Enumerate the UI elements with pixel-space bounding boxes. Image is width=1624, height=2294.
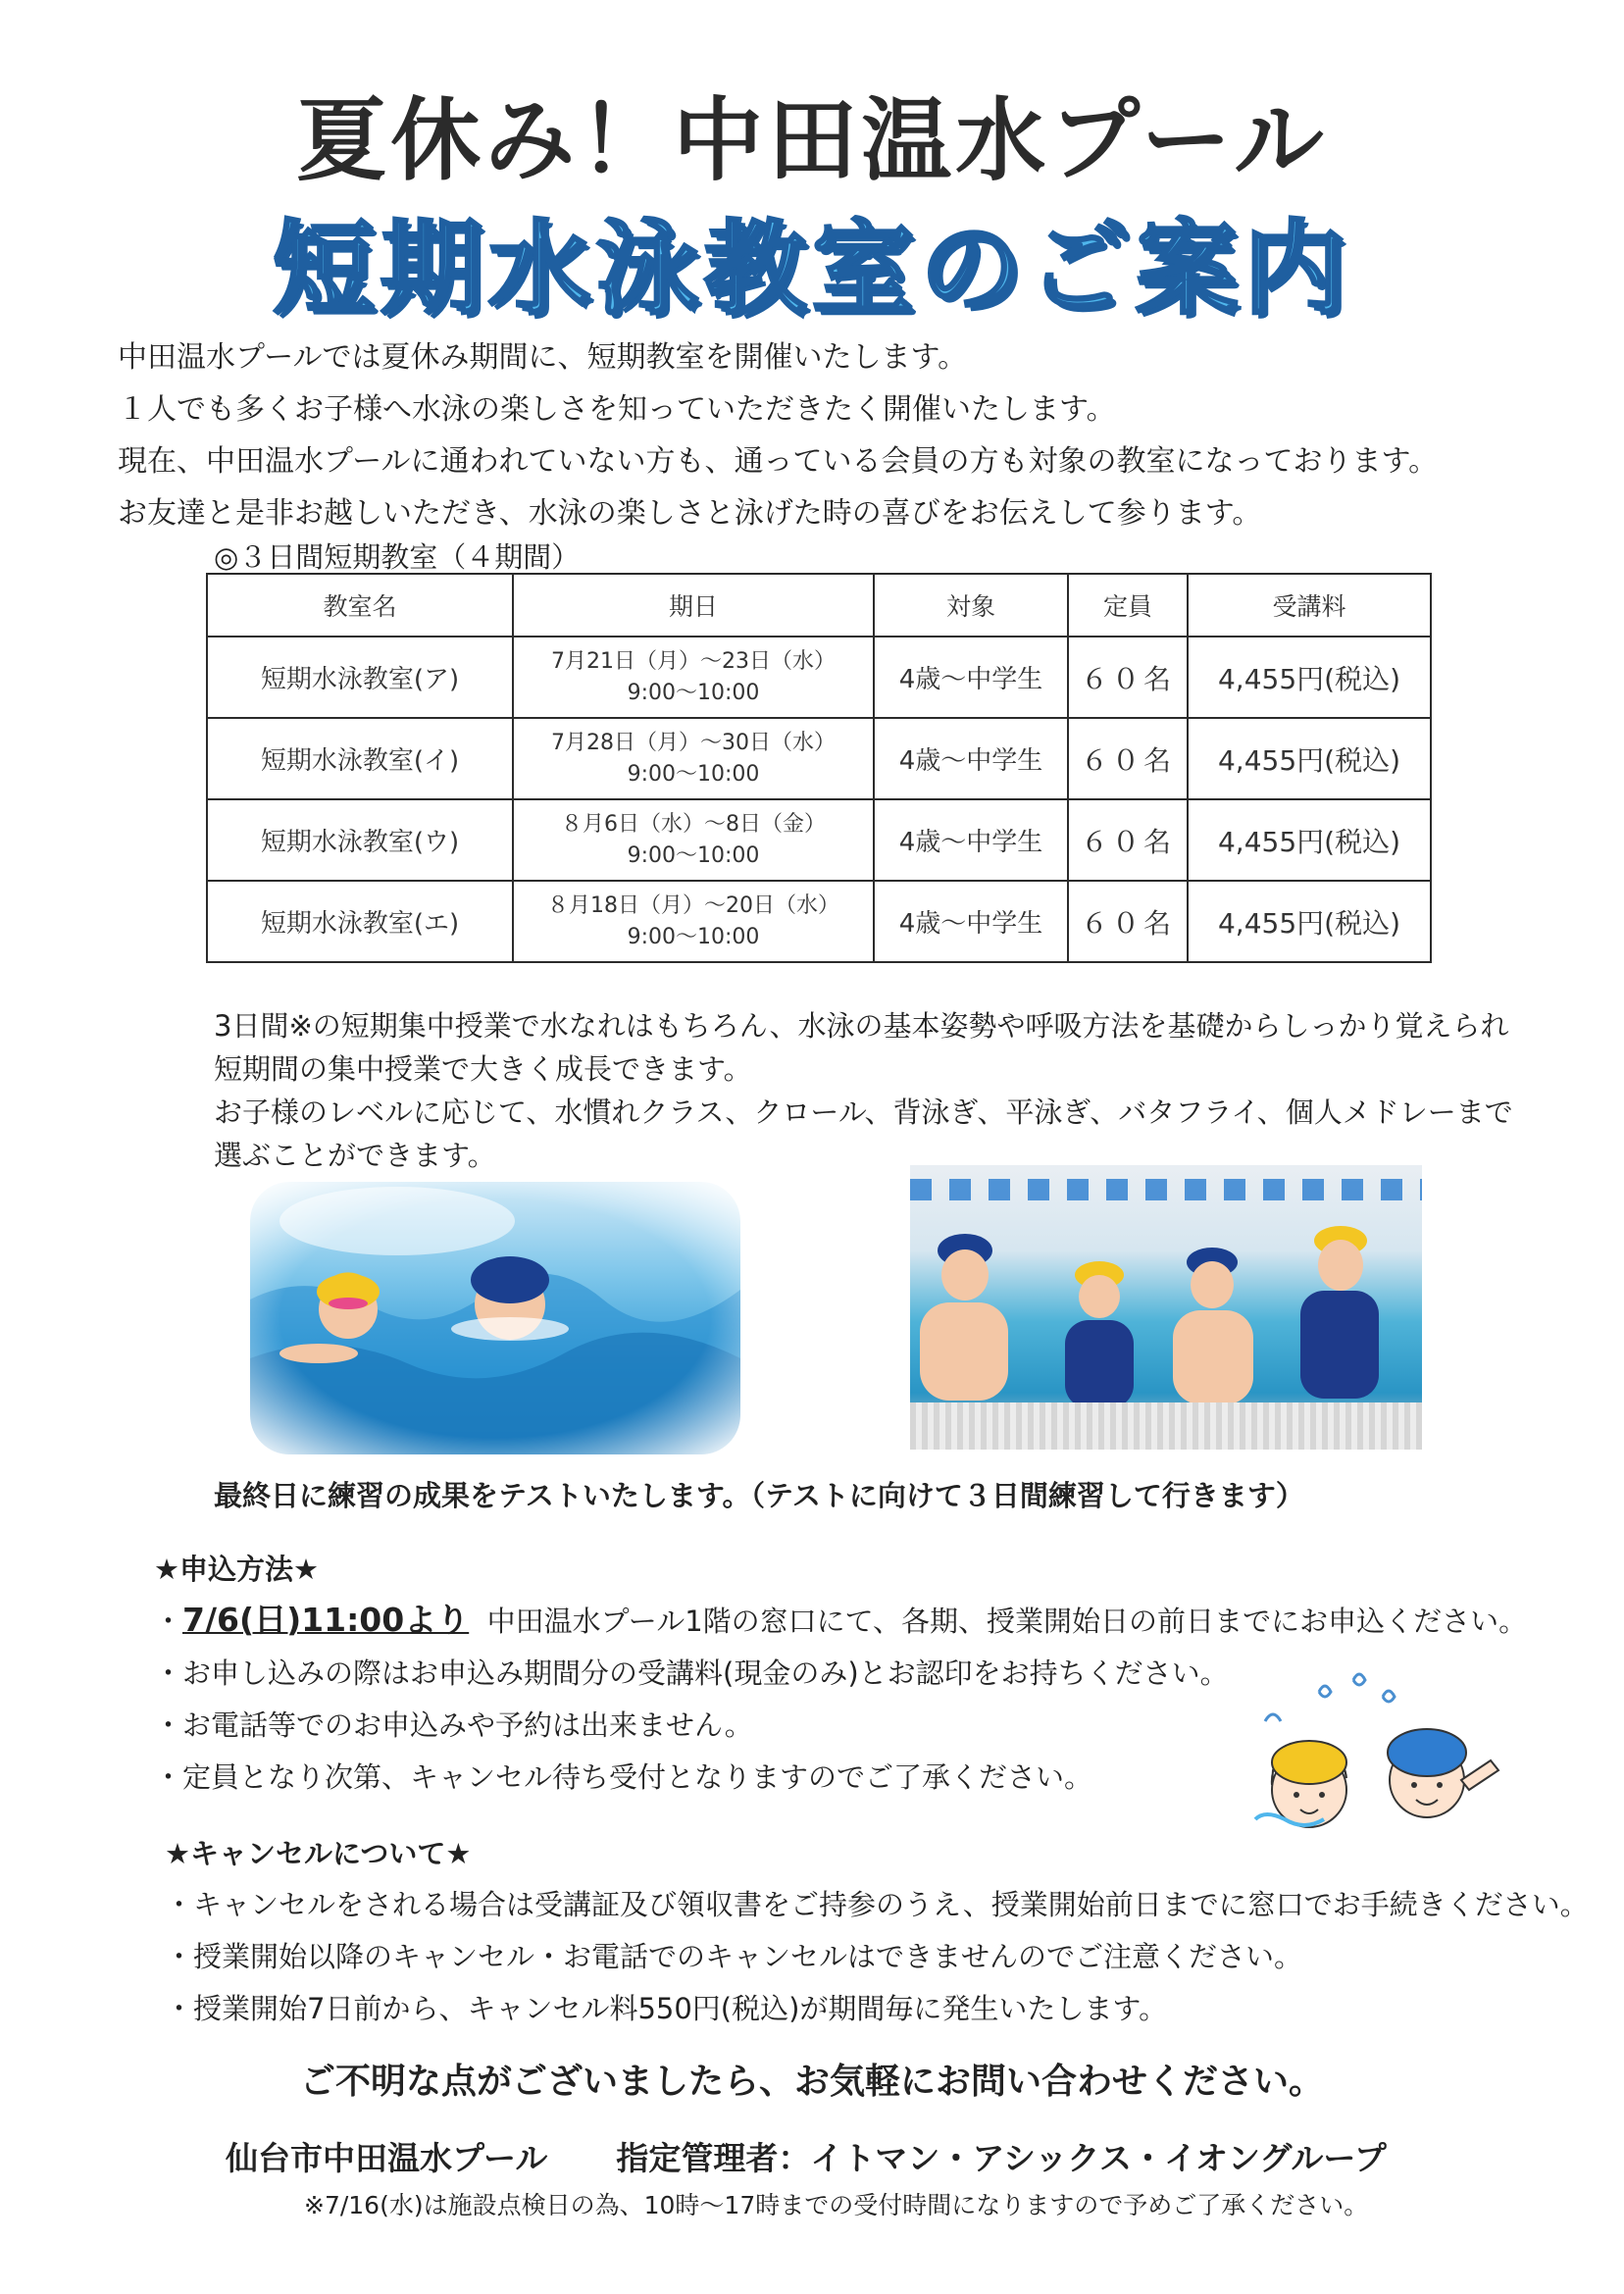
intro-text: [118, 331, 1438, 539]
cancel-heading: ★キャンセルについて★: [165, 1837, 472, 1870]
class-capacity: ６０名: [1068, 637, 1188, 718]
kid-face: [941, 1249, 989, 1300]
schedule-label: ◎３日間短期教室（４期間）: [214, 540, 581, 574]
description-line: 選ぶことができます。: [214, 1139, 496, 1172]
class-fee: 4,455円(税込): [1188, 799, 1431, 881]
application-first-line-text: 中田温水プール1階の窓口にて、各期、授業開始日の前日までにお申込ください。: [486, 1605, 1528, 1638]
footnote: ※7/16(水)は施設点検日の為、10時～17時までの受付時間になりますので予めご了承ください。: [304, 2191, 1369, 2219]
kid-body: [920, 1302, 1008, 1401]
application-first-line: ・7/6(日)11:00より 中田温水プール1階の窓口にて、各期、授業開始日の前日までにお申込ください。: [154, 1601, 1528, 1639]
intro-line: 中田温水プールでは夏休み期間に、短期教室を開催いたします。: [118, 340, 968, 375]
header-target: 対象: [874, 574, 1068, 637]
class-name: 短期水泳教室(イ): [207, 718, 513, 799]
class-date: [513, 881, 874, 962]
facility-name: 仙台市中田温水プール: [226, 2139, 548, 2177]
class-capacity: ６０名: [1068, 799, 1188, 881]
time-range: 9:00～10:00: [627, 924, 760, 949]
date-range: 7月21日（月）～23日（水）: [551, 648, 836, 674]
organization-line: [226, 2133, 1387, 2179]
class-fee: 4,455円(税込): [1188, 637, 1431, 718]
swimmer-cartoon-icon: [1236, 1662, 1510, 1849]
swimmer-cartoon: [1236, 1662, 1510, 1849]
description-line: 短期間の集中授業で大きく成長できます。: [214, 1052, 752, 1086]
header-name: 教室名: [207, 574, 513, 637]
list-item: ・授業開始以降のキャンセル・お電話でのキャンセルはできませんのでご注意ください。: [165, 1940, 1303, 1973]
table-row: [207, 637, 1431, 718]
class-target: 4歳～中学生: [874, 799, 1068, 881]
final-test-text: 最終日に練習の成果をテストいたします。（テストに向けて３日間練習して行きます）: [214, 1479, 1304, 1512]
time-range: 9:00～10:00: [627, 761, 760, 787]
class-target: 4歳～中学生: [874, 718, 1068, 799]
time-range: 9:00～10:00: [627, 680, 760, 705]
header-fee: 受講料: [1188, 574, 1431, 637]
table-header-row: [207, 574, 1431, 637]
cancel-list: [165, 1879, 1589, 2035]
class-capacity: ６０名: [1068, 881, 1188, 962]
swimming-kids-photo: [250, 1182, 740, 1454]
kid-face: [1079, 1275, 1120, 1318]
date-range: 7月28日（月）～30日（水）: [551, 730, 836, 755]
class-date: [513, 637, 874, 718]
kid-face: [1191, 1261, 1234, 1308]
table-row: [207, 718, 1431, 799]
list-item: ・キャンセルをされる場合は受講証及び領収書をご持参のうえ、授業開始前日までに窓口でお手続きください。: [165, 1888, 1589, 1921]
title-line1: 夏休み！中田温水プール: [296, 88, 1328, 193]
class-date: [513, 799, 874, 881]
kid-body: [1173, 1310, 1253, 1404]
kid-face: [1318, 1240, 1363, 1291]
list-item: ・授業開始7日前から、キャンセル料550円(税込)が期間毎に発生いたします。: [165, 1992, 1168, 2025]
header-date: 期日: [513, 574, 874, 637]
list-item: ・お電話等でのお申込みや予約は出来ません。: [154, 1708, 753, 1742]
class-target: 4歳～中学生: [874, 881, 1068, 962]
class-fee: 4,455円(税込): [1188, 881, 1431, 962]
description-line: お子様のレベルに応じて、水慣れクラス、クロール、背泳ぎ、平泳ぎ、バタフライ、個人メドレーまで: [214, 1096, 1513, 1129]
title-line2: 短期水泳教室のご案内: [272, 209, 1351, 329]
application-heading: ★申込方法★: [154, 1553, 319, 1586]
list-item: ・定員となり次第、キャンセル待ち受付となりますのでご了承ください。: [154, 1760, 1093, 1794]
intro-line: 現在、中田温水プールに通われていない方も、通っている会員の方も対象の教室になっております。: [118, 444, 1439, 479]
table-row: [207, 799, 1431, 881]
pennant-flags: [910, 1179, 1422, 1200]
class-name: 短期水泳教室(ア): [207, 637, 513, 718]
manager-name: 指定管理者：イトマン・アシックス・イオングループ: [616, 2139, 1387, 2177]
date-range: ８月6日（水）～8日（金）: [561, 811, 826, 837]
list-item: ・お申し込みの際はお申込み期間分の受講料(現金のみ)とお認印をお持ちください。: [154, 1657, 1229, 1690]
kid-swimsuit: [1300, 1291, 1379, 1399]
description-text: [214, 1004, 1513, 1177]
date-range: ８月18日（月）～20日（水）: [547, 892, 839, 918]
class-fee: 4,455円(税込): [1188, 718, 1431, 799]
contact-message: ご不明な点がございましたら、お気軽にお問い合わせください。: [299, 2062, 1324, 2102]
kids-at-poolside-photo: [910, 1165, 1422, 1450]
intro-line: １人でも多くお子様へ水泳の楽しさを知っていただきたく開催いたします。: [118, 392, 1116, 427]
application-start-date: 7/6(日)11:00より: [182, 1601, 470, 1639]
class-name: 短期水泳教室(エ): [207, 881, 513, 962]
table-row: [207, 881, 1431, 962]
time-range: 9:00～10:00: [627, 842, 760, 868]
class-target: 4歳～中学生: [874, 637, 1068, 718]
header-capacity: 定員: [1068, 574, 1188, 637]
kid-swimsuit: [1065, 1320, 1134, 1408]
pool-deck-grating: [910, 1402, 1422, 1450]
class-capacity: ６０名: [1068, 718, 1188, 799]
class-date: [513, 718, 874, 799]
class-name: 短期水泳教室(ウ): [207, 799, 513, 881]
intro-line: お友達と是非お越しいただき、水泳の楽しさと泳げた時の喜びをお伝えして参ります。: [118, 496, 1262, 531]
swimming-kids-illustration: [250, 1182, 740, 1454]
description-line: 3日間※の短期集中授業で水なれはもちろん、水泳の基本姿勢や呼吸方法を基礎からしっかり覚えられ: [214, 1009, 1509, 1043]
schedule-table: [206, 573, 1432, 963]
